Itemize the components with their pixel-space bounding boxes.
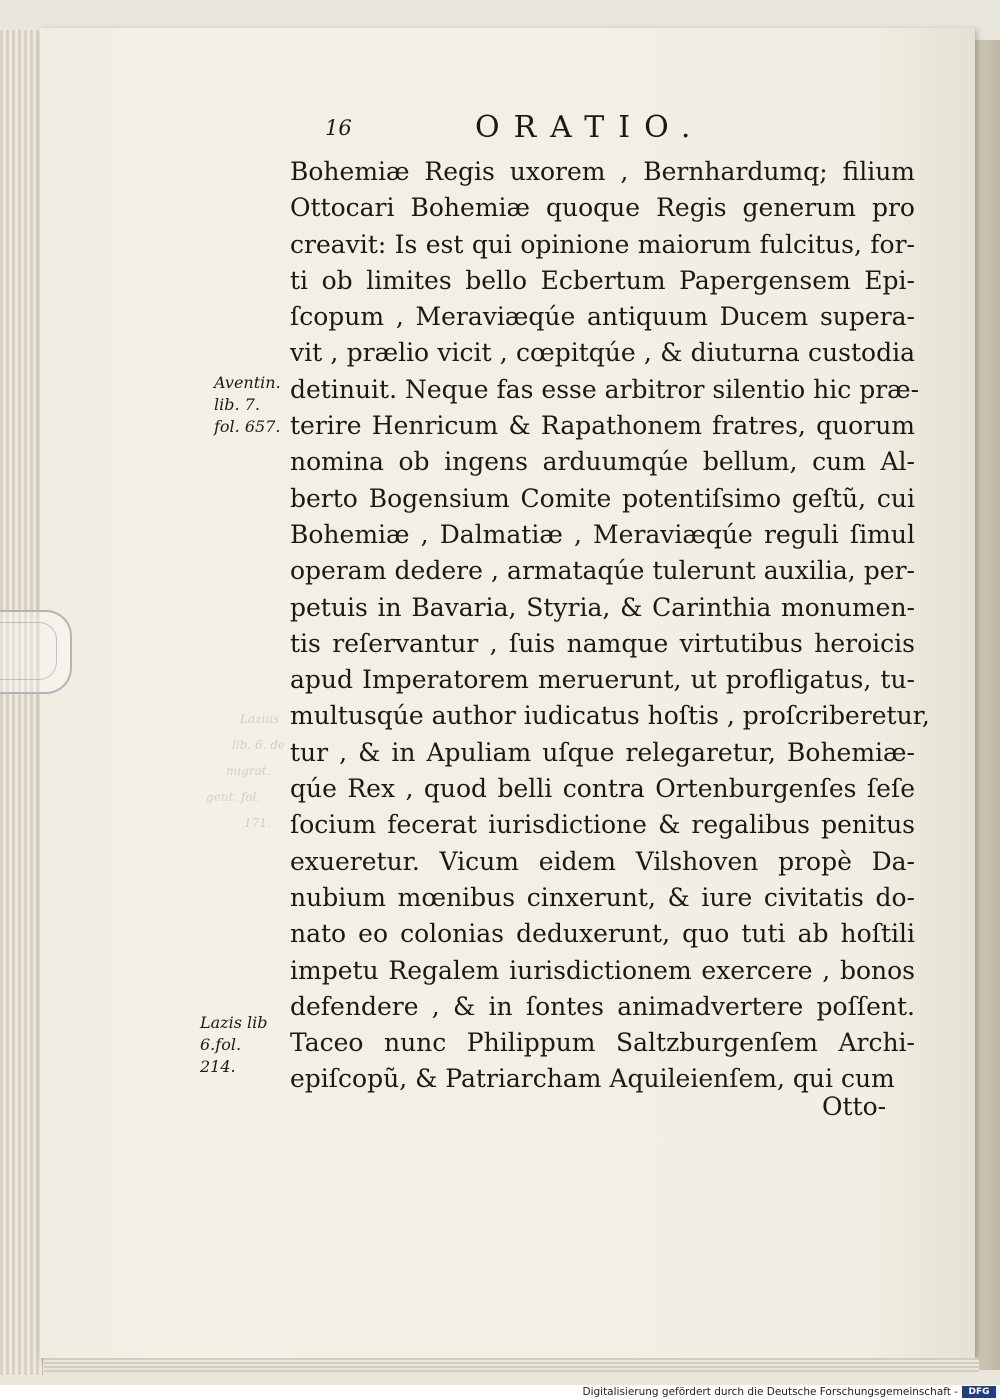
text-line: vit , prælio vicit , cœpitqúe , & diuturna custodia	[290, 338, 915, 368]
footer-bar	[0, 1385, 1000, 1399]
page-number: 16	[325, 116, 352, 140]
page-clip-inner	[0, 622, 57, 680]
body-text	[290, 154, 930, 1098]
text-line: ti ob limites bello Ecbertum Papergensem Epi-	[290, 265, 915, 295]
text-line: tur , & in Apuliam uſque relegaretur, Bohemiæ-	[290, 737, 915, 767]
text-line: Bohemiæ Regis uxorem , Bernhardumq; filium	[290, 157, 915, 186]
text-line: multusqúe author iudicatus hoſtis , proſcriberetur,	[290, 701, 930, 731]
text-line: detinuit. Neque fas esse arbitror silentio hic præ-	[290, 374, 920, 404]
text-line: tis reſervantur , ſuis namque virtutibus heroicis	[290, 628, 915, 658]
margin-note-line: fol. 657.	[214, 417, 281, 436]
bleed-through-text: 171.	[244, 816, 271, 830]
text-line: berto Bogensium Comite potentiſsimo geſtũ, cui	[290, 483, 915, 513]
text-line: nomina ob ingens arduumqúe bellum, cum Al-	[290, 447, 915, 477]
catchword: Otto-	[822, 1092, 887, 1121]
text-line: Ottocari Bohemiæ quoque Regis generum pro	[290, 193, 915, 223]
page-bottom-edge	[44, 1358, 979, 1372]
text-line: terire Henricum & Rapathonem fratres, quorum	[290, 411, 915, 441]
margin-note-line: lib. 7.	[214, 395, 260, 414]
text-line: epiſcopũ, & Patriarcham Aquileienſem, qui cum	[290, 1064, 895, 1094]
margin-note-aventinus	[214, 372, 281, 438]
margin-note-line: 6.fol.	[200, 1035, 242, 1054]
running-head	[325, 110, 745, 146]
text-line: nubium mœnibus cinxerunt, & iure civitatis do-	[290, 882, 915, 912]
margin-note-line: Aventin.	[214, 373, 281, 392]
text-line: impetu Regalem iurisdictionem exercere , bonos	[290, 955, 915, 985]
text-line: qúe Rex , quod belli contra Ortenburgenſes ſeſe	[290, 774, 915, 804]
text-line: apud Imperatorem meruerunt, ut profligatus, tu-	[290, 665, 915, 695]
text-line: Taceo nunc Philippum Saltzburgenſem Archi-	[290, 1028, 915, 1058]
margin-note-line: Lazis lib	[200, 1013, 268, 1032]
bleed-through-text: gent. fol.	[206, 790, 261, 804]
text-line: nato eo colonias deduxerunt, quo tuti ab hoſtili	[290, 919, 915, 949]
text-line: creavit: Is est qui opinione maiorum fulcitus, for-	[290, 229, 915, 259]
margin-note-line: 214.	[200, 1057, 236, 1076]
text-line: operam dedere , armataqúe tulerunt auxilia, per-	[290, 556, 915, 586]
funding-credit: Digitalisierung gefördert durch die Deutsche Forschungsgemeinschaft -	[582, 1386, 958, 1398]
bleed-through-text: migrat.	[226, 764, 271, 778]
text-line: ſocium fecerat iurisdictione & regalibus penitus	[290, 810, 915, 840]
page-stack-edge	[0, 30, 43, 1375]
dfg-logo: DFG	[962, 1386, 996, 1398]
running-title: ORATIO.	[475, 110, 705, 145]
bleed-through-text: Lazius	[240, 712, 280, 726]
text-line: petuis in Bavaria, Styria, & Carinthia monumen-	[290, 592, 915, 622]
text-line: Bohemiæ , Dalmatiæ , Meraviæqúe reguli ſimul	[290, 519, 915, 549]
margin-note-lazius	[200, 1012, 267, 1078]
text-line: exueretur. Vicum eidem Vilshoven propè Da-	[290, 846, 915, 876]
text-line: ſcopum , Meraviæqúe antiquum Ducem supera-	[290, 302, 915, 332]
book-right-edge	[975, 40, 1000, 1370]
bleed-through-text: lib. 6. de	[232, 738, 286, 752]
text-line: defendere , & in ſontes animadvertere poſſent.	[290, 991, 915, 1021]
